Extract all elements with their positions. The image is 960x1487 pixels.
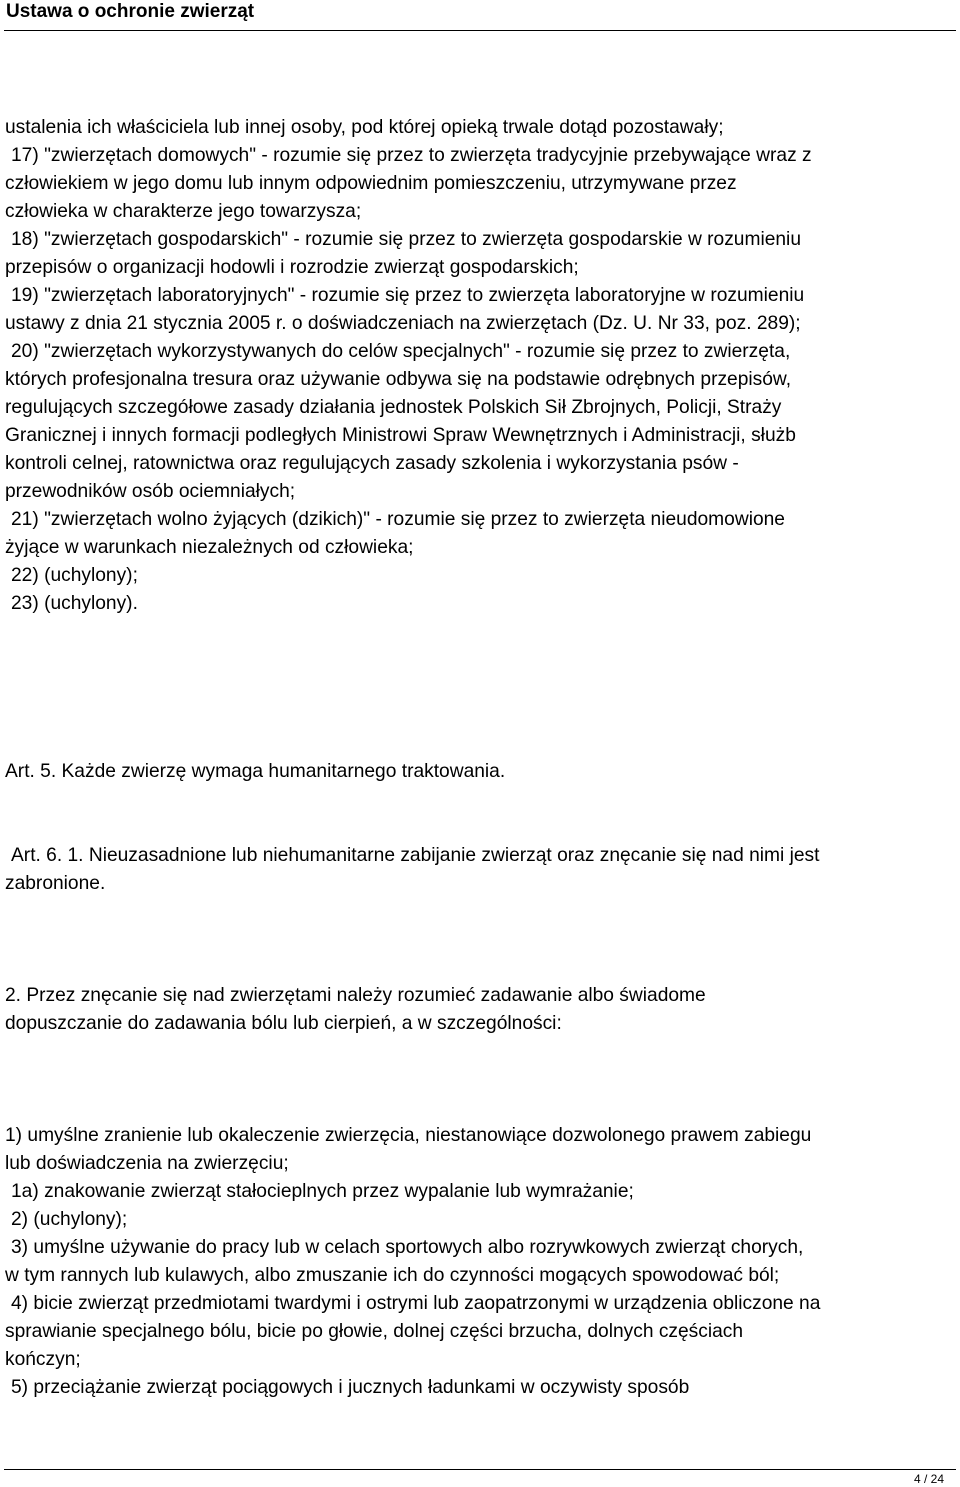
text-line: żyjące w warunkach niezależnych od człowieka; bbox=[5, 537, 414, 558]
page-header bbox=[4, 0, 956, 31]
text-line: 5) przeciążanie zwierząt pociągowych i jucznych ładunkami w oczywisty sposób bbox=[11, 1377, 690, 1398]
text-line: lub doświadczenia na zwierzęciu; bbox=[5, 1153, 289, 1174]
text-line: których profesjonalna tresura oraz używanie odbywa się na podstawie odrębnych przepisów, bbox=[5, 369, 792, 390]
page-number: 4 / 24 bbox=[913, 1472, 944, 1486]
text-line: 1) umyślne zranienie lub okaleczenie zwierzęcia, niestanowiące dozwolonego prawem zabiegu bbox=[5, 1125, 812, 1146]
text-line: przewodników osób ociemniałych; bbox=[5, 481, 296, 502]
text-line: zabronione. bbox=[5, 873, 106, 894]
text-line: 2) (uchylony); bbox=[11, 1209, 128, 1230]
text-line: 1a) znakowanie zwierząt stałocieplnych przez wypalanie lub wymrażanie; bbox=[11, 1181, 634, 1202]
text-line: 18) "zwierzętach gospodarskich" - rozumie się przez to zwierzęta gospodarskie w rozumieniu bbox=[11, 229, 801, 250]
text-line: 23) (uchylony). bbox=[11, 593, 138, 614]
article-5: Art. 5. Każde zwierzę wymaga humanitarnego traktowania. bbox=[5, 761, 506, 782]
text-line: ustalenia ich właściciela lub innej osoby, pod której opieką trwale dotąd pozostawały; bbox=[5, 117, 724, 138]
text-line: przepisów o organizacji hodowli i rozrodzie zwierząt gospodarskich; bbox=[5, 257, 579, 278]
text-line: człowieka w charakterze jego towarzysza; bbox=[5, 201, 362, 222]
document-title: Ustawa o ochronie zwierząt bbox=[6, 1, 255, 22]
text-line: sprawianie specjalnego bólu, bicie po głowie, dolnej części brzucha, dolnych częściach bbox=[5, 1321, 744, 1342]
footer-divider bbox=[4, 1469, 956, 1470]
text-line: 19) "zwierzętach laboratoryjnych" - rozumie się przez to zwierzęta laboratoryjne w rozumieniu bbox=[11, 285, 805, 306]
text-line: regulujących szczegółowe zasady działania jednostek Polskich Sił Zbrojnych, Policji, Straży bbox=[5, 397, 782, 418]
text-line: Granicznej i innych formacji podległych Ministrowi Spraw Wewnętrznych i Administracji, służb bbox=[5, 425, 796, 446]
text-line: 3) umyślne używanie do pracy lub w celach sportowych albo rozrywkowych zwierząt chorych, bbox=[11, 1237, 804, 1258]
text-line: człowiekiem w jego domu lub innym odpowiednim pomieszczeniu, utrzymywane przez bbox=[5, 173, 737, 194]
text-line: 20) "zwierzętach wykorzystywanych do celów specjalnych" - rozumie się przez to zwierzęta, bbox=[11, 341, 791, 362]
text-line: 2. Przez znęcanie się nad zwierzętami należy rozumieć zadawanie albo świadome bbox=[5, 985, 706, 1006]
text-line: kontroli celnej, ratownictwa oraz regulujących zasady szkolenia i wykorzystania psów - bbox=[5, 453, 739, 474]
text-line: 21) "zwierzętach wolno żyjących (dzikich)" - rozumie się przez to zwierzęta nieudomowione bbox=[11, 509, 785, 530]
text-line: dopuszczanie do zadawania bólu lub cierpień, a w szczególności: bbox=[5, 1013, 562, 1034]
text-line: ustawy z dnia 21 stycznia 2005 r. o doświadczeniach na zwierzętach (Dz. U. Nr 33, poz. 289); bbox=[5, 313, 801, 334]
text-line: w tym rannych lub kulawych, albo zmuszanie ich do czynności mogących spowodować ból; bbox=[5, 1265, 780, 1286]
article-6: Art. 6. 1. Nieuzasadnione lub niehumanitarne zabijanie zwierząt oraz znęcanie się nad nimi jest bbox=[11, 845, 820, 866]
text-line: 22) (uchylony); bbox=[11, 565, 138, 586]
text-line: 4) bicie zwierząt przedmiotami twardymi i ostrymi lub zaopatrzonymi w urządzenia obliczone na bbox=[11, 1293, 821, 1314]
text-line: kończyn; bbox=[5, 1349, 81, 1370]
text-line: 17) "zwierzętach domowych" - rozumie się przez to zwierzęta tradycyjnie przebywające wraz z bbox=[11, 145, 812, 166]
